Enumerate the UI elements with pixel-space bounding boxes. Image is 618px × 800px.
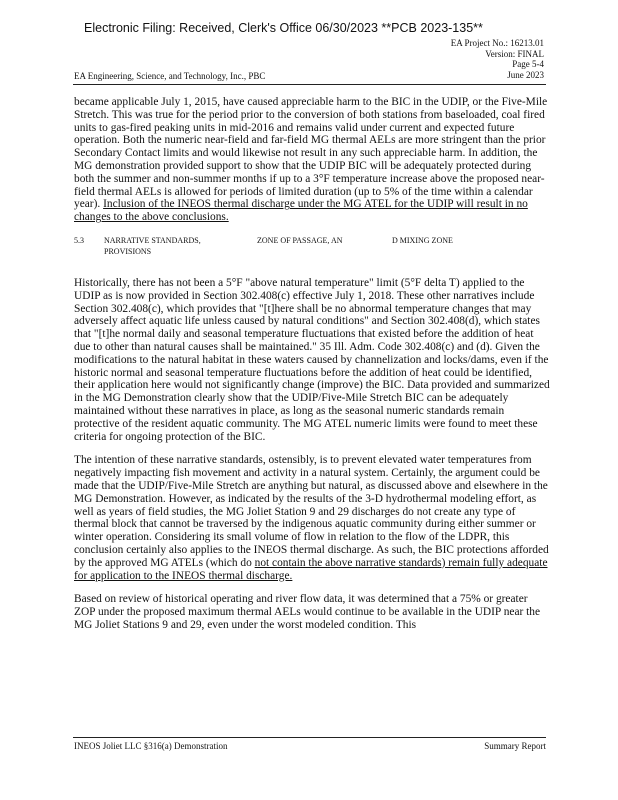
section-title-part-b: ZONE OF PASSAGE, AN <box>257 235 343 245</box>
page-number: Page 5-4 <box>512 59 544 69</box>
header-date: June 2023 <box>507 69 544 80</box>
paragraph-1-underlined: Inclusion of the INEOS thermal discharge under the MG ATEL for the UDIP will result in no changes to the above conclusions. <box>74 198 528 224</box>
paragraph-3 <box>74 454 550 582</box>
header-right-block <box>451 38 544 80</box>
body-text <box>74 96 550 643</box>
version-label: Version: FINAL <box>485 48 544 59</box>
footer-right: Summary Report <box>484 741 546 751</box>
paragraph-1-text: became applicable July 1, 2015, have caused appreciable harm to the BIC in the UDIP, or the Five-Mile Stretch. This was true for the period prior to the conversion of both stations from baseloaded, coal fired units to gas-fired peaking units in mid-2016 and remains valid under current and expected future operation. Both the numeric near-field and far-field MG thermal AELs are more stringent than the prior Secondary Contact limits and would likewise not result in any such appreciable harm. In addition, the MG demonstration provided support to show that the UDIP BIC will be adequately protected during both the summer and non-summer months if up to a 3°F temperature increase above the proposed near-field thermal AELs is allowed for periods of limited duration (up to 5% of the time within a calendar year). <box>74 96 548 211</box>
paragraph-3-text: The intention of these narrative standards, ostensibly, is to prevent elevated water temperatures from negatively impacting fish movement and activity in a natural system. Certainly, the argument could be made that the UDIP/Five-Mile Stretch are anything but natural, as discussed above and elsewhere in the MG Demonstration. However, as indicated by the results of the 3-D hydrothermal modeling effort, as well as years of field studies, the MG Joliet Station 9 and 29 discharges do not create any type of thermal block that cannot be traversed by the indigenous aquatic community during either summer or winter operation. Considering its small volume of flow in relation to the flow of the LDPR, this conclusion certainly also applies to the INEOS thermal discharge. As such, the BIC protections afforded by the approved MG ATELs (which do <box>74 454 549 569</box>
footer-left: INEOS Joliet LLC §316(a) Demonstration <box>74 741 228 751</box>
company-name: EA Engineering, Science, and Technology, Inc., PBC <box>74 71 266 81</box>
paragraph-2: Historically, there has not been a 5°F "above natural temperature" limit (5°F delta T) applied to the UDIP as is now provided in Section 302.408(c) effective July 1, 2018. These other narratives include Section 302.408(c), which provides that "[t]here shall be no abnormal temperature changes that may adversely affect aquatic life unless caused by natural conditions" and Section 302.408(d), which states that "[t]he normal daily and seasonal temperature fluctuations that existed before the addition of heat due to other than natural causes shall be maintained." 35 Ill. Adm. Code 302.408(c) and (d). Given the modifications to the natural habitat in these waters caused by channelization and locks/dams, even if the historic normal and seasonal temperature fluctuations before the addition of heat could be identified, their application here would not significantly change (improve) the BIC. Data provided and summarized in the MG Demonstration clearly show that the UDIP/Five-Mile Stretch BIC can be adequately maintained without these narratives in place, as long as the seasonal numeric standards remain protective of the resident aquatic community. The MG ATEL numeric limits were found to meet these criteria for ongoing protection of the BIC. <box>74 276 550 443</box>
section-title-part-a: NARRATIVE STANDARDS, PROVISIONS <box>104 235 201 256</box>
filing-stamp: Electronic Filing: Received, Clerk's Office 06/30/2023 **PCB 2023-135** <box>84 21 483 35</box>
paragraph-4: Based on review of historical operating and river flow data, it was determined that a 75% or greater ZOP under the proposed maximum thermal AELs would continue to be available in the UDIP near the MG Joliet Stations 9 and 29, even under the worst modeled condition. This <box>74 593 541 631</box>
paragraph-1 <box>74 96 550 224</box>
footer-rule <box>73 737 546 738</box>
header-rule <box>73 84 546 85</box>
paragraph-3-underlined: not contain the above narrative standards) remain fully adequate for application to the INEOS thermal discharge. <box>74 556 548 582</box>
section-heading <box>74 235 550 265</box>
section-number: 5.3 <box>74 235 84 245</box>
project-number: EA Project No.: 16213.01 <box>450 38 544 48</box>
section-title-part-c: D MIXING ZONE <box>392 235 453 245</box>
